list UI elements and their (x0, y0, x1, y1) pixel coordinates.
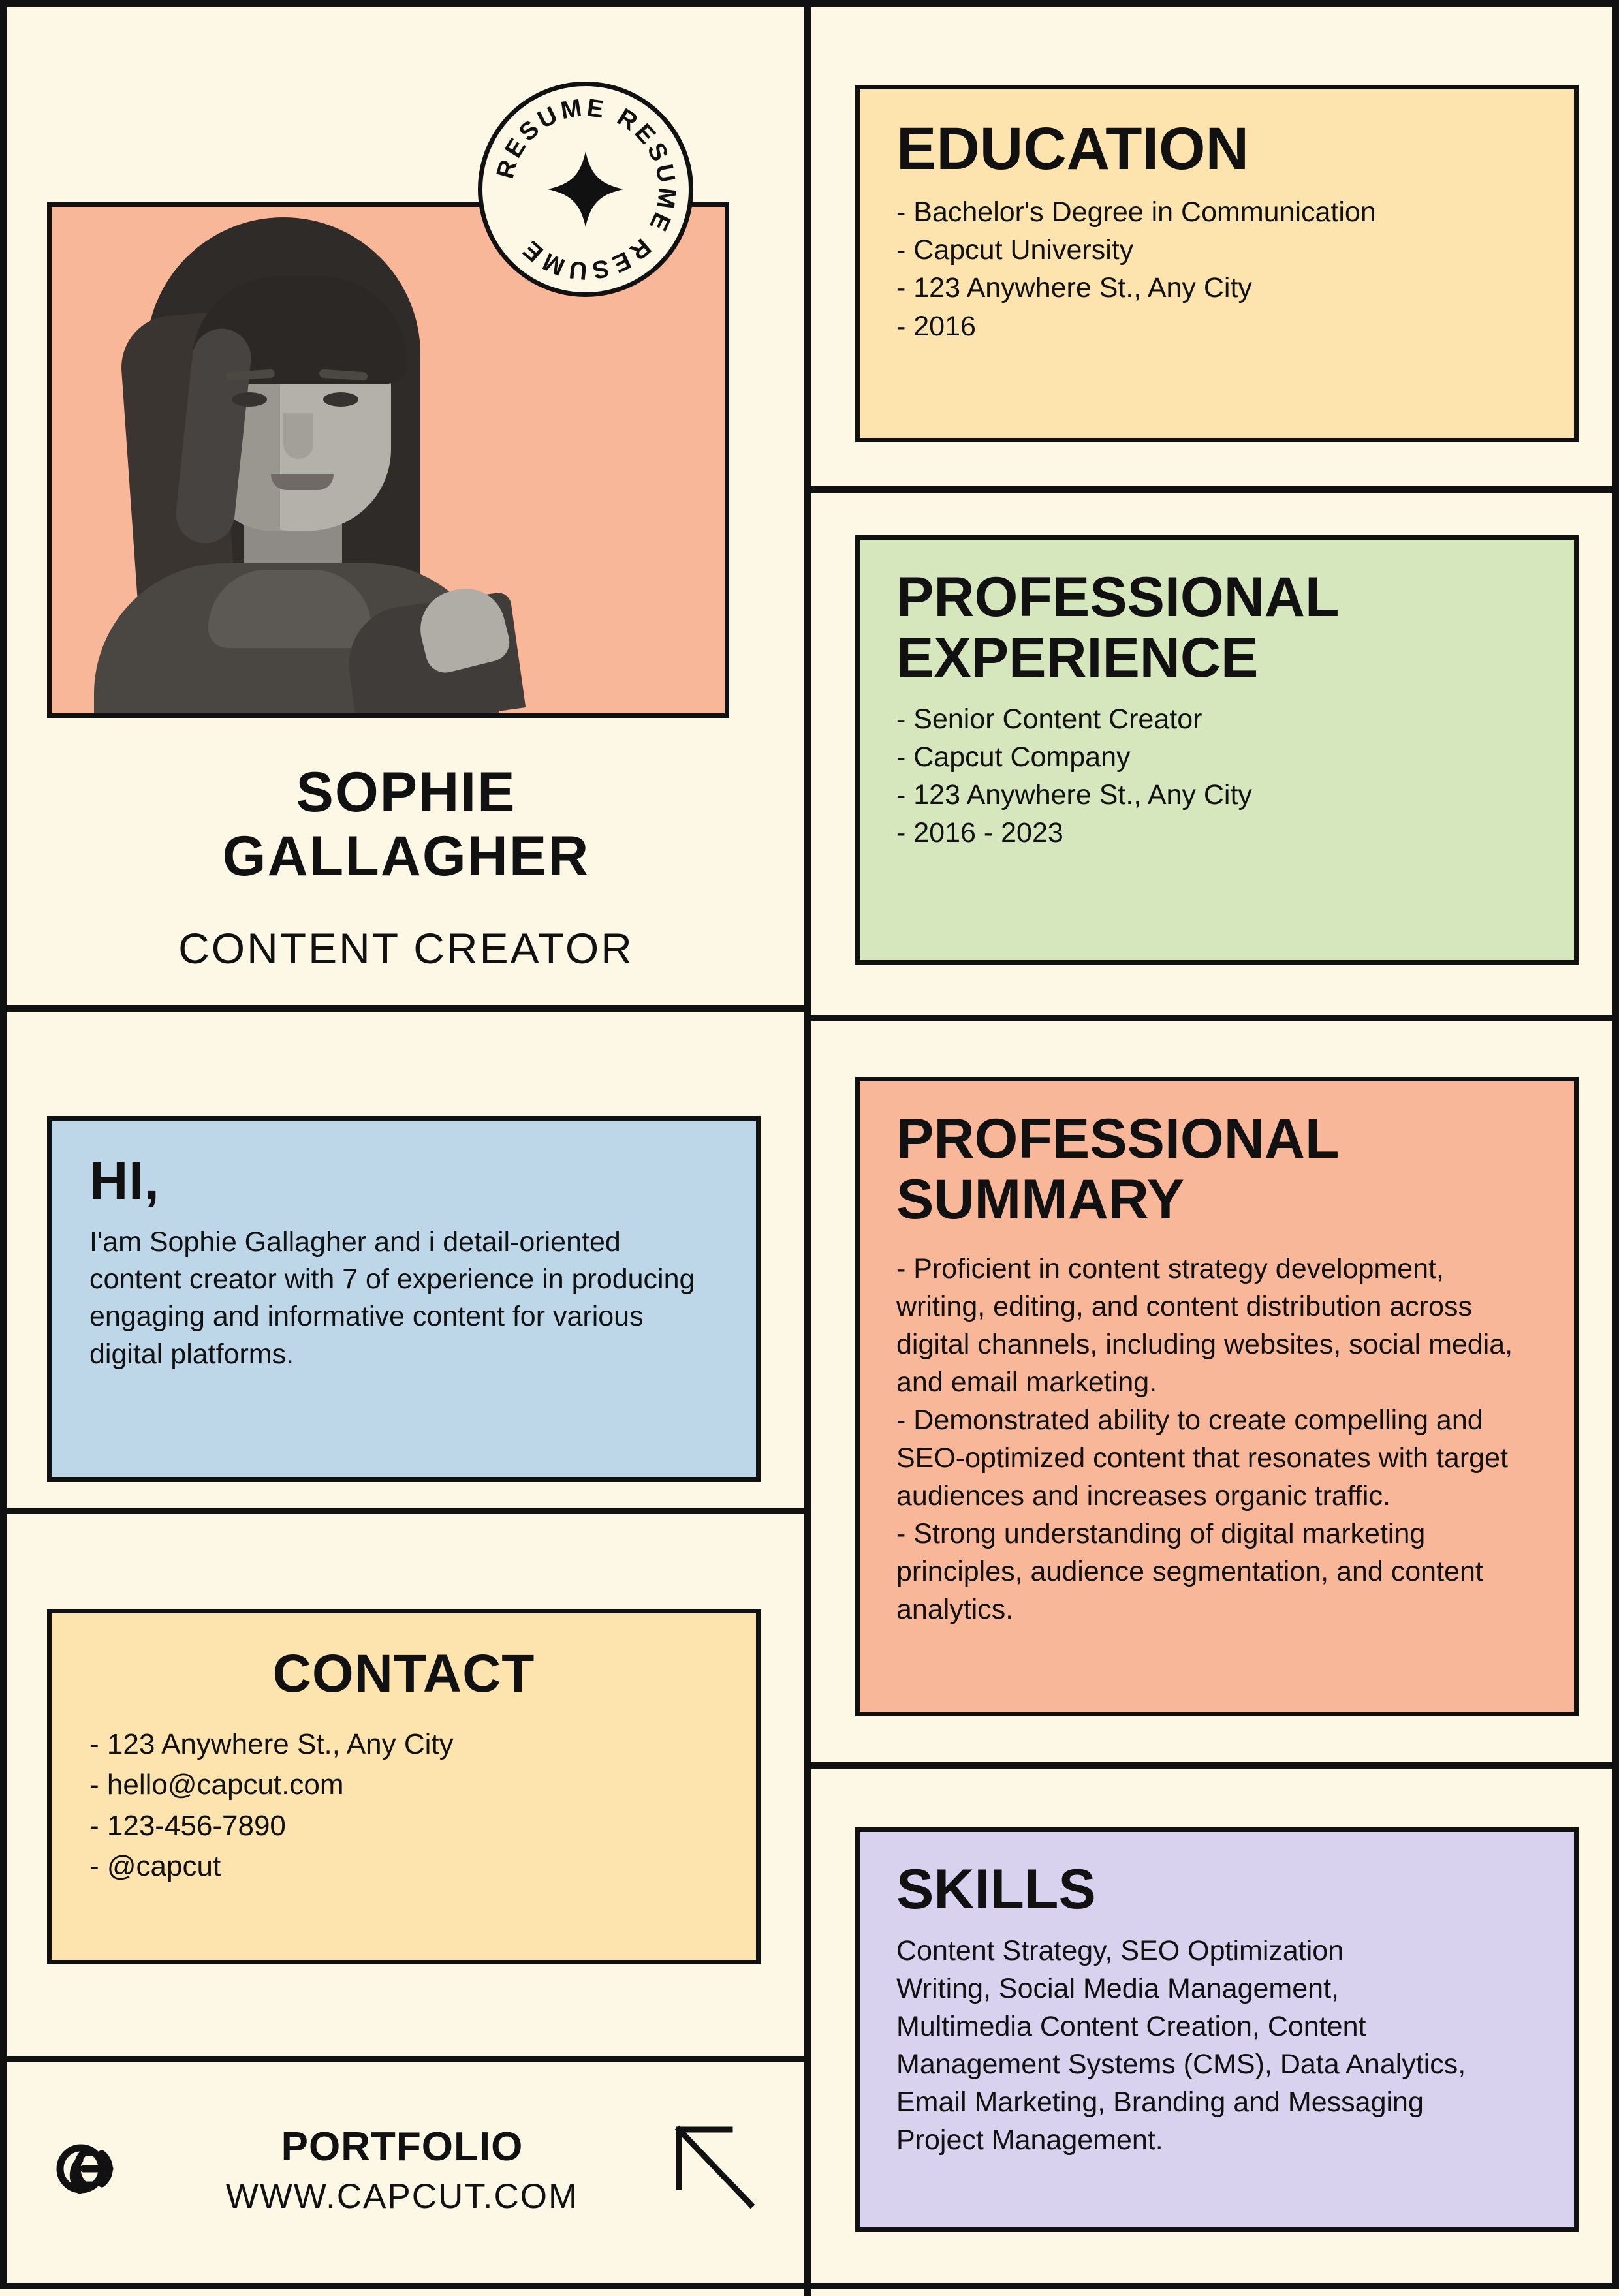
left-divider-3 (7, 2056, 804, 2062)
experience-card (855, 535, 1579, 965)
skills-list (896, 1932, 1537, 2159)
summary-title (896, 1109, 1537, 1230)
list-item: - @capcut (89, 1850, 221, 1883)
left-divider-2 (7, 1508, 804, 1514)
list-item: - 123-456-7890 (89, 1809, 286, 1842)
portrait-illustration (68, 202, 512, 713)
list-item: - 123 Anywhere St., Any City (896, 272, 1252, 304)
portfolio-text (145, 2124, 659, 2216)
vertical-divider (804, 7, 811, 2296)
name-line-2: GALLAGHER (222, 825, 590, 888)
left-divider-1 (7, 1005, 804, 1012)
list-item: Project Management. (896, 2124, 1163, 2156)
list-item: Multimedia Content Creation, Content (896, 2010, 1366, 2042)
list-item: Content Strategy, SEO Optimization (896, 1934, 1344, 1966)
list-item: - Capcut University (896, 234, 1134, 266)
right-divider-2 (811, 1015, 1619, 1021)
skills-card (855, 1827, 1579, 2232)
list-item: Email Marketing, Branding and Messaging (896, 2087, 1424, 2118)
education-card (855, 85, 1579, 442)
contact-list (89, 1724, 718, 1887)
list-item: - Capcut Company (896, 741, 1131, 773)
right-divider-1 (811, 486, 1619, 493)
resume-stamp-svg (482, 86, 689, 292)
portfolio-footer (7, 2062, 804, 2278)
list-item: - Proficient in content strategy development, writing, editing, and content distribution across digital channels, including websites, social media, and email marketing. (896, 1252, 1513, 1398)
name-line-1: SOPHIE (296, 761, 516, 824)
summary-title-line-2: SUMMARY (896, 1168, 1185, 1231)
list-item: Management Systems (CMS), Data Analytics, (896, 2049, 1466, 2081)
intro-title: HI, (89, 1151, 160, 1211)
contact-card (47, 1609, 761, 1964)
resume-stamp-badge (478, 82, 693, 297)
arrow-up-left-icon (659, 2117, 764, 2224)
skills-title: SKILLS (896, 1858, 1096, 1921)
list-item: - 123 Anywhere St., Any City (89, 1728, 454, 1760)
portfolio-url[interactable]: WWW.CAPCUT.COM (225, 2177, 579, 2216)
experience-title-line-1: PROFESSIONAL (896, 566, 1340, 628)
four-point-star-icon (548, 151, 623, 227)
list-item: - Senior Content Creator (896, 703, 1202, 735)
experience-list (896, 700, 1537, 852)
job-role: CONTENT CREATOR (178, 924, 634, 972)
page-title (47, 760, 765, 888)
education-list (896, 193, 1537, 345)
summary-title-line-1: PROFESSIONAL (896, 1108, 1340, 1170)
list-item: - 123 Anywhere St., Any City (896, 779, 1252, 811)
list-item: Writing, Social Media Management, (896, 1972, 1339, 2004)
link-icon (47, 2120, 145, 2221)
experience-title (896, 567, 1537, 689)
intro-card (47, 1116, 761, 1482)
education-title: EDUCATION (896, 116, 1250, 182)
summary-card (855, 1077, 1579, 1716)
intro-text: I'am Sophie Gallagher and i detail-oriented content creator with 7 of experience in producing engaging and informative content for various digital platforms. (89, 1226, 695, 1370)
list-item: - Demonstrated ability to create compelling and SEO-optimized content that resonates with target audiences and increases organic traffic. (896, 1404, 1508, 1512)
summary-list (896, 1250, 1537, 1628)
list-item: - 2016 - 2023 (896, 816, 1063, 848)
experience-title-line-2: EXPERIENCE (896, 626, 1259, 689)
svg-text:RESUME RESUME RESUME: RESUME RESUME RESUME (491, 93, 682, 285)
portfolio-title: PORTFOLIO (281, 2124, 524, 2169)
list-item: - 2016 (896, 310, 976, 342)
right-divider-3 (811, 1762, 1619, 1769)
contact-title: CONTACT (272, 1644, 535, 1703)
list-item: - hello@capcut.com (89, 1769, 344, 1801)
list-item: - Bachelor's Degree in Communication (896, 196, 1376, 228)
list-item: - Strong understanding of digital marketing principles, audience segmentation, and content analytics. (896, 1518, 1483, 1626)
